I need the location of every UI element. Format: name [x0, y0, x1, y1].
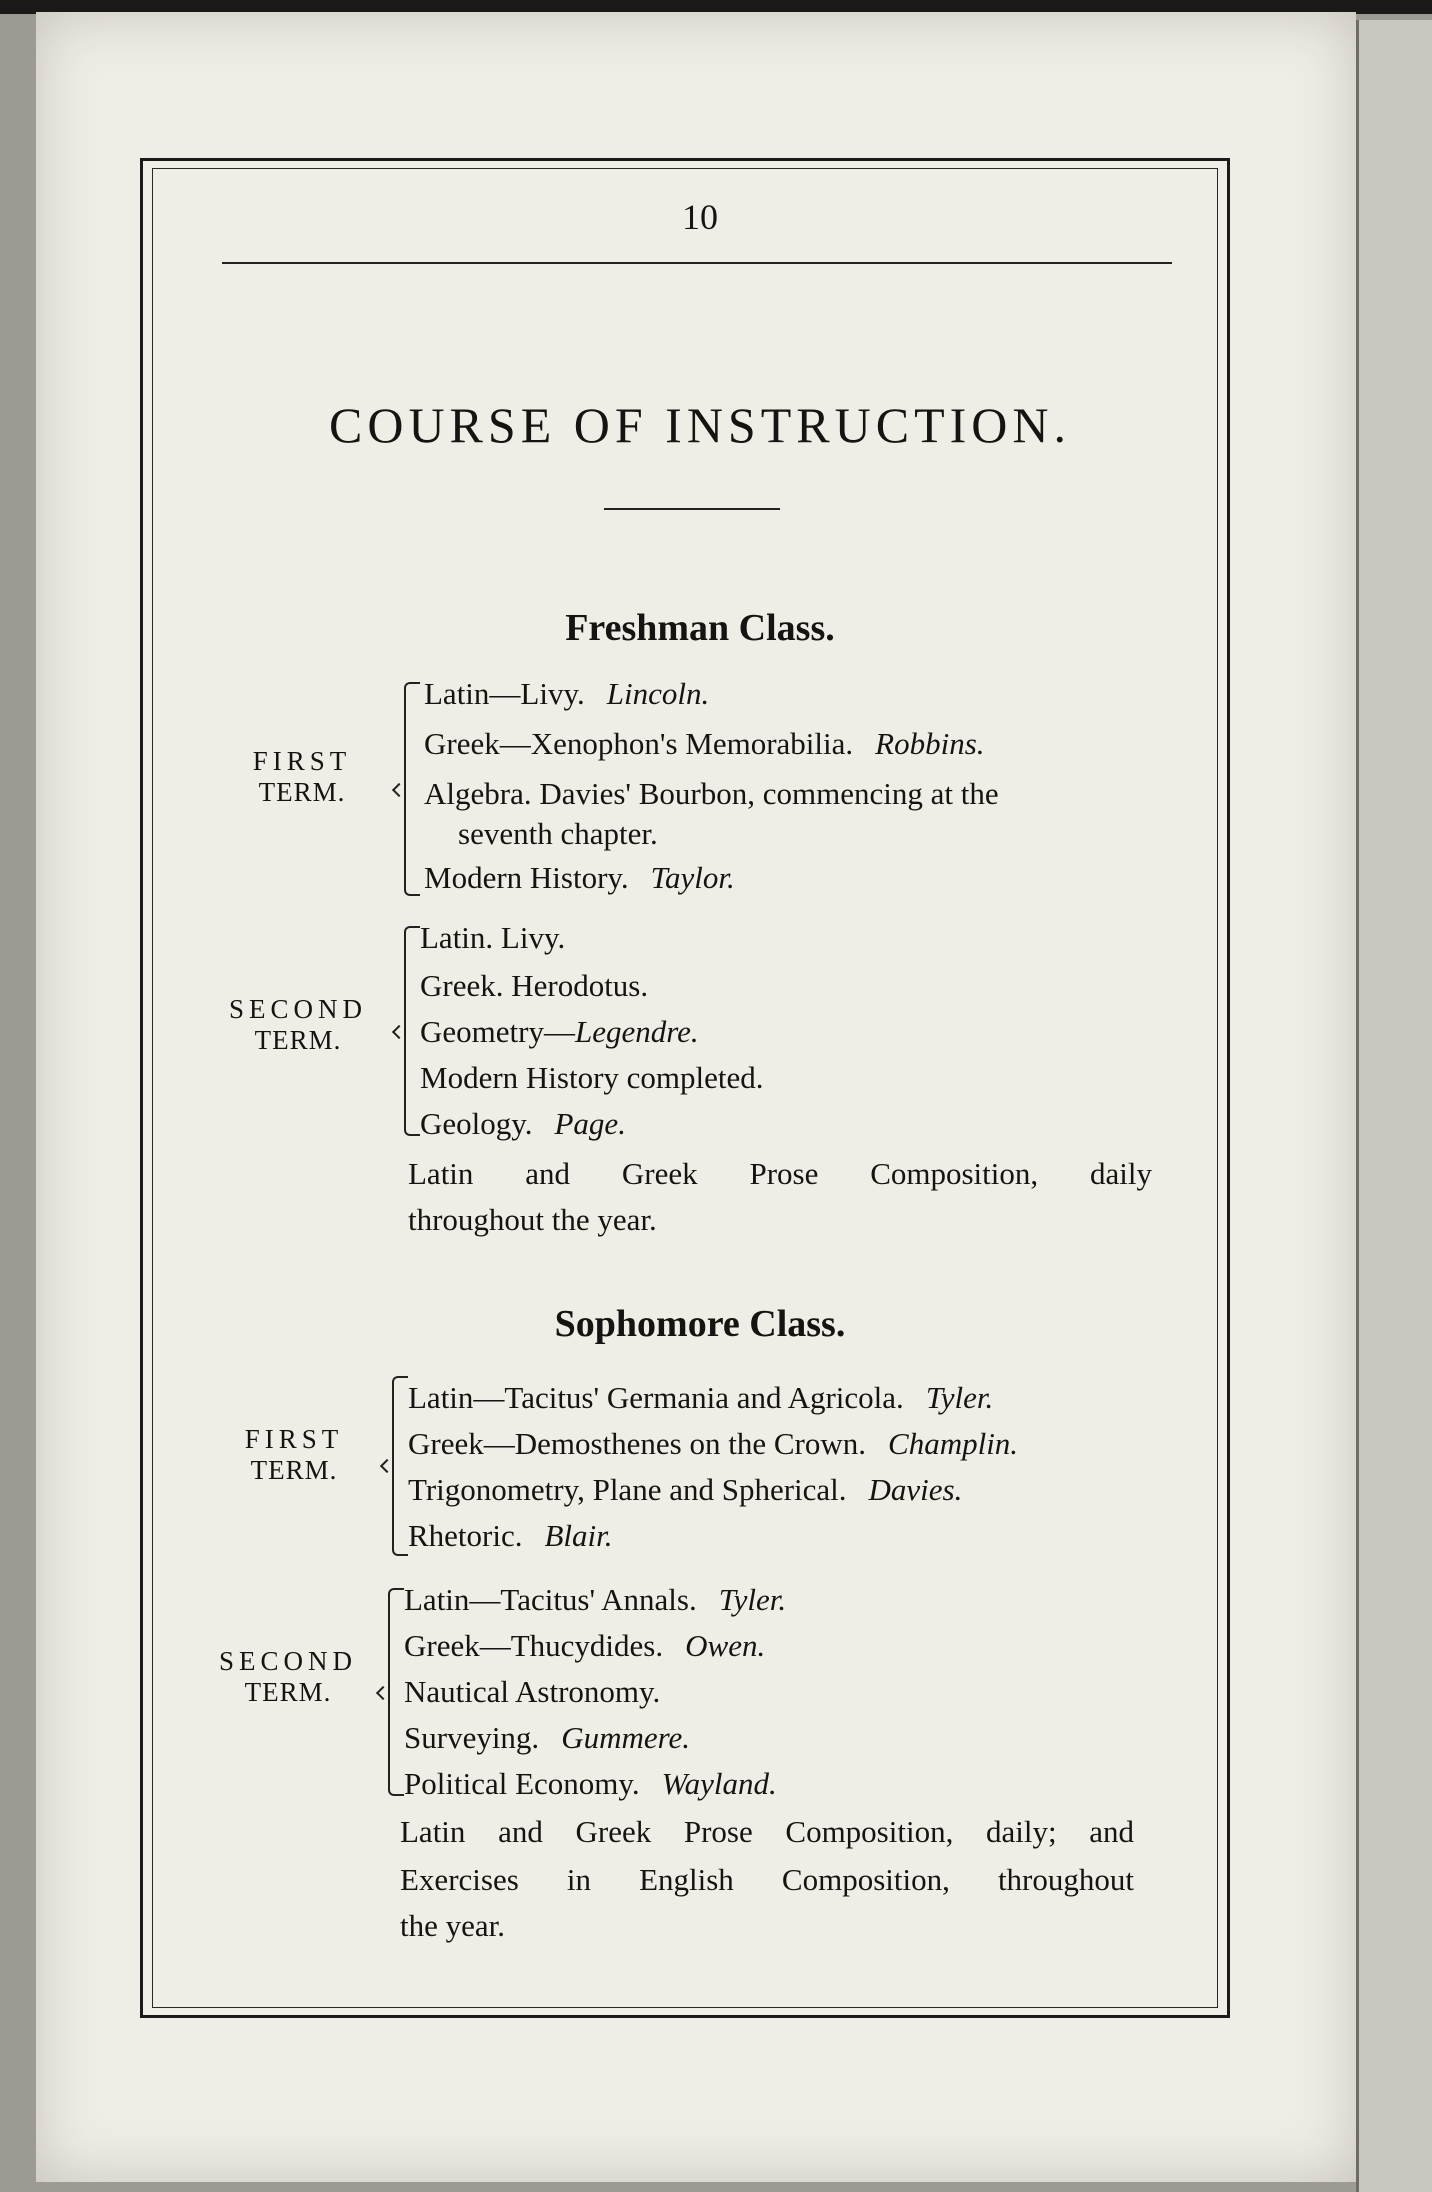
term-label-word: FIRST: [244, 1424, 344, 1454]
course-subject: Trigonometry, Plane and Spherical.: [408, 1472, 847, 1507]
page-number: 10: [682, 197, 718, 237]
course-author: Blair.: [544, 1518, 613, 1553]
sophomore-note-line: Exercises in English Composition, throughout: [400, 1862, 1134, 1897]
course-item: [420, 1060, 764, 1096]
course-subject: Geometry—: [420, 1014, 575, 1049]
course-subject: Nautical Astronomy.: [404, 1674, 661, 1709]
course-subject: Latin—Tacitus' Germania and Agricola.: [408, 1380, 904, 1415]
term-label-word: TERM.: [244, 1677, 332, 1707]
course-item: [458, 816, 658, 852]
course-item: [424, 726, 985, 762]
sophomore-second-term-label: [198, 1646, 378, 1708]
freshman-note-line: Latin and Greek Prose Composition, daily: [408, 1156, 1152, 1191]
course-subject: Modern History completed.: [420, 1060, 764, 1095]
course-subject: Geology.: [420, 1106, 533, 1141]
course-subject: Greek—Xenophon's Memorabilia.: [424, 726, 854, 761]
course-subject: Latin. Livy.: [420, 920, 566, 955]
course-item: [404, 1628, 765, 1664]
course-item: [420, 1014, 699, 1050]
sophomore-note-line: Latin and Greek Prose Composition, daily; and: [400, 1814, 1134, 1849]
course-author: Page.: [554, 1106, 626, 1141]
course-author: Davies.: [868, 1472, 963, 1507]
term-label-word: TERM.: [254, 1025, 342, 1055]
page-title: COURSE OF INSTRUCTION.: [328, 397, 1071, 453]
sophomore-first-term-brace: [392, 1376, 408, 1556]
course-item: [408, 1426, 1018, 1462]
course-item: [404, 1720, 690, 1756]
course-subject: Political Economy.: [404, 1766, 640, 1801]
course-subject: Modern History.: [424, 860, 629, 895]
freshman-second-term-label: [208, 994, 388, 1056]
course-item: [424, 676, 709, 712]
course-author: Tyler.: [718, 1582, 787, 1617]
term-label-word: SECOND: [228, 994, 367, 1024]
course-item: [408, 1472, 962, 1508]
course-author: Robbins.: [875, 726, 985, 761]
course-item: [408, 1518, 613, 1554]
course-item: [404, 1766, 777, 1802]
course-subject: Greek. Herodotus.: [420, 968, 649, 1003]
course-author: Tyler.: [925, 1380, 994, 1415]
course-subject: Rhetoric.: [408, 1518, 523, 1553]
header-rule: [222, 262, 1172, 264]
course-subject: Surveying.: [404, 1720, 540, 1755]
course-subject: seventh chapter.: [458, 816, 658, 851]
sophomore-first-term-label: [214, 1424, 374, 1486]
freshman-first-term-brace: [404, 682, 420, 896]
course-item: [424, 776, 999, 812]
course-item: [424, 860, 735, 896]
facing-page-edge: [1356, 20, 1432, 2192]
course-item: [420, 920, 565, 956]
course-author: Wayland.: [661, 1766, 777, 1801]
course-item: [420, 1106, 626, 1142]
sophomore-note-line: the year.: [400, 1908, 506, 1943]
freshman-second-term-brace: [404, 926, 420, 1136]
freshman-heading: Freshman Class.: [565, 607, 835, 649]
course-author: Legendre.: [574, 1014, 699, 1049]
course-subject: Greek—Demosthenes on the Crown.: [408, 1426, 867, 1461]
term-label-word: TERM.: [258, 777, 346, 807]
course-item: [404, 1674, 660, 1710]
term-label-word: SECOND: [218, 1646, 357, 1676]
term-label-word: TERM.: [250, 1455, 338, 1485]
course-subject: Latin—Tacitus' Annals.: [404, 1582, 697, 1617]
term-label-word: FIRST: [252, 746, 352, 776]
freshman-first-term-label: [222, 746, 382, 808]
sophomore-second-term-brace: [388, 1588, 404, 1796]
freshman-note-line: throughout the year.: [408, 1202, 657, 1237]
course-author: Champlin.: [888, 1426, 1019, 1461]
course-author: Taylor.: [650, 860, 735, 895]
course-subject: Latin—Livy.: [424, 676, 585, 711]
sophomore-heading: Sophomore Class.: [554, 1303, 846, 1345]
course-author: Owen.: [685, 1628, 766, 1663]
course-item: [404, 1582, 786, 1618]
course-author: Lincoln.: [606, 676, 710, 711]
course-subject: Algebra. Davies' Bourbon, commencing at the: [424, 776, 999, 811]
title-rule: [604, 508, 780, 510]
course-author: Gummere.: [561, 1720, 691, 1755]
course-item: [420, 968, 648, 1004]
course-item: [408, 1380, 993, 1416]
course-subject: Greek—Thucydides.: [404, 1628, 664, 1663]
